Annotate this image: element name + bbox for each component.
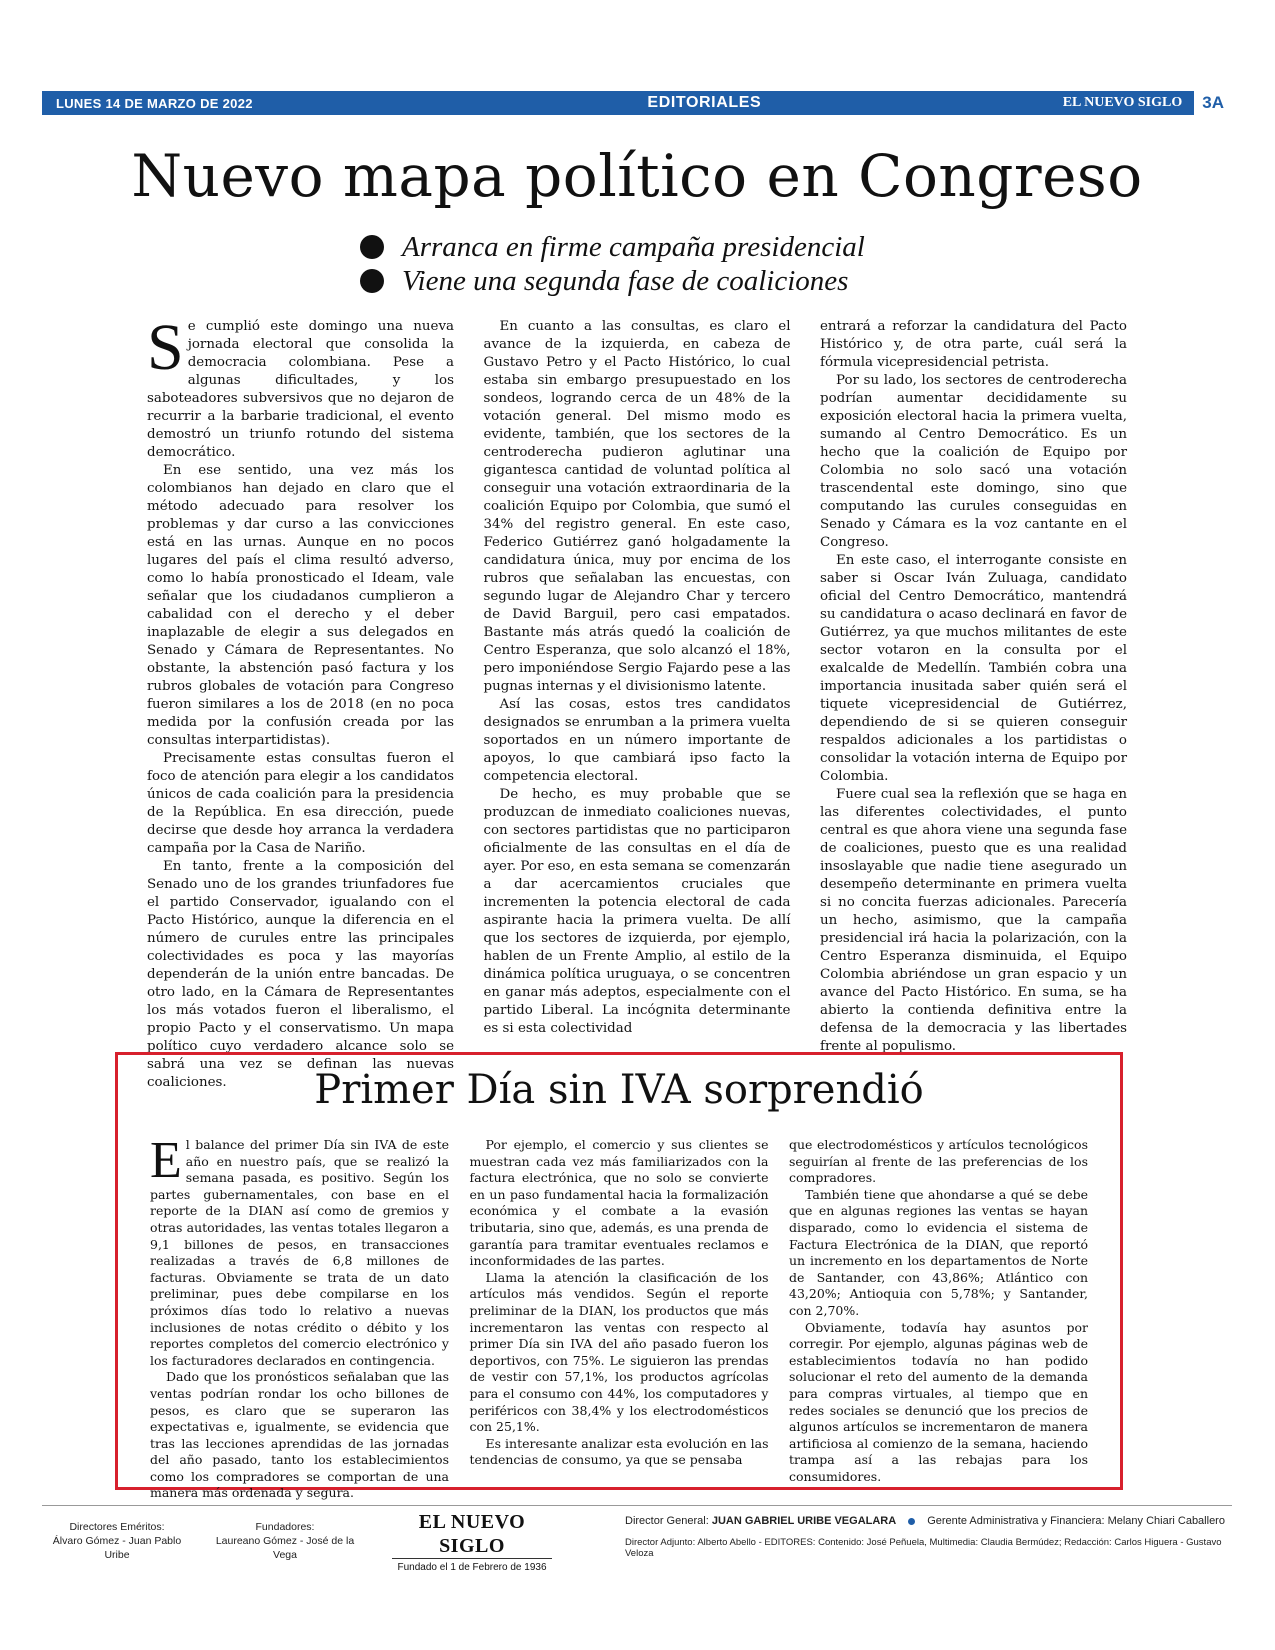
page-header-bar [42, 91, 1232, 115]
page-number: 3A [1194, 91, 1232, 115]
directores-names: Álvaro Gómez - Juan Pablo Uribe [52, 1535, 182, 1561]
editorial-1-subheads [360, 230, 1000, 298]
editorial-2-box [115, 1052, 1123, 1501]
editorial-2-column-1 [150, 1132, 449, 1501]
separator-dot-icon [908, 1518, 915, 1525]
directores-emeritos [42, 1520, 192, 1562]
paragraph: Así las cosas, estos tres candidatos designados se enrumban a la primera vuelta soportados en un número importante de apoyos, lo que cambiará ipso facto la competencia electoral. [483, 697, 791, 784]
fundadores-label: Fundadores: [255, 1521, 315, 1533]
paragraph: Fuere cual sea la reflexión que se haga en las diferentes colectividades, el punto central es que ahora viene una segunda fase de coaliciones, puesto que es una realidad insoslayable que nadie tiene asegurado un desempeño determinante en primera vuelta si no concita fuerzas adicionales. Parecería un hecho, asimismo, que la campaña presidencial irá hacia la polarización, con la Centro Esperanza disminuida, el Equipo Colombia abriéndose un gran espacio y un avance del Pacto Histórico. En suma, se ha abierto la contienda definitiva entre la defensa de la democracia y las libertades frente al populismo. [820, 787, 1127, 1054]
paragraph: De hecho, es muy probable que se produzcan de inmediato coaliciones nuevas, con sectores partidistas que no participaron oficialmente de las consultas en el día de ayer. Por eso, en esta semana se comenzarán a dar acercamientos cruciales que incrementen la potencia electoral de cada aspirante hacia la primera vuelta. De allí que los sectores de izquierda, por ejemplo, hablen de un Frente Amplio, al estilo de la dinámica política uruguaya, o se concentren en ganar más adeptos, especialmente con el partido Liberal. La incógnita determinante es si esta colectividad [483, 787, 791, 1036]
paragraph: En cuanto a las consultas, es claro el avance de la izquierda, en cabeza de Gustavo Petro y el Pacto Histórico, lo cual estaba sin embargo presupuestado en los sondeos, logrando cerca de un 48% de la votación general. Del mismo modo es evidente, también, que los sectores de la centroderecha pudieron aglutinar una gigantesca cantidad de voluntad política al conseguir una votación extraordinaria de la coalición Equipo por Colombia, que sumó el 34% del registro general. En este caso, Federico Gutiérrez ganó holgadamente la candidatura única, muy por encima de los rubros que señalaban las encuestas, con segundo lugar de Alejandro Char y tercero de David Barguil, pero casi empatados. Bastante más atrás quedó la coalición de Centro Esperanza, que solo alcanzó el 18%, pero imponiéndose Sergio Fajardo pese a las pugnas internas y el divisionismo latente. [483, 319, 791, 694]
paragraph: Llama la atención la clasificación de los artículos más vendidos. Según el reporte preliminar de la DIAN, los productos que más incrementaron las ventas con respecto al primer Día sin IVA del año pasado fueron los deportivos, con 75%. Le siguieron las prendas de vestir con 57,1%, los productos agrícolas para el consumo con 44%, los computadores y periféricos con 38,4% y los electrodomésticos con 25,1%. [469, 1269, 769, 1435]
paragraph: Es interesante analizar esta evolución en las tendencias de consumo, ya que se pensaba [469, 1435, 769, 1468]
editorial-2-title: Primer Día sin IVA sorprendió [314, 1067, 924, 1113]
footer-logo [392, 1510, 552, 1573]
paragraph: Dado que los pronósticos señalaban que las ventas podrían rondar los ocho billones de pesos, es claro que se superaron las expectativas e, igualmente, se evidencia que tras las lecciones aprendidas de las jornadas del año pasado, tanto los establecimientos como los compradores se comportan de una manera más ordenada y segura. [150, 1369, 449, 1501]
footer-divider [42, 1505, 1232, 1506]
paragraph: que electrodomésticos y artículos tecnológicos seguirían al frente de las preferencias de los compradores. [789, 1137, 1088, 1186]
paragraph: El balance del primer Día sin IVA de este año en nuestro país, que se realizó la semana pasada, es positivo. Según los partes gubernamentales, con base en el reporte de la DIAN así como de gremios y otras autoridades, las ventas totales llegaron a 9,1 billones de pesos, en transacciones realizadas a través de 6,8 millones de facturas. Obviamente se trata de un dato preliminar, pues debe compilarse en los próximos días todo lo relativo a nuevas inclusiones de notas crédito o débito y los reportes completos del comercio electrónico y los facturadores declarados en contingencia. [150, 1132, 449, 1368]
drop-cap: S [147, 311, 184, 384]
paragraph: Por ejemplo, el comercio y sus clientes se muestran cada vez más familiarizados con la factura electrónica, que no solo se convierte en un paso fundamental hacia la formalización económica y el combate a la evasión tributaria, sino que, además, es una prenda de garantía para tramitar eventuales reclamos e inconformidades de las partes. [469, 1137, 769, 1269]
paragraph: Precisamente estas consultas fueron el foco de atención para elegir a los candidatos únicos de cada coalición para la presidencia de la República. En esa dirección, puede decirse que desde hoy arranca la verdadera campaña por la Casa de Nariño. [147, 751, 454, 856]
subhead-text: Arranca en firme campaña presidencial [402, 230, 865, 263]
fundadores [205, 1520, 365, 1562]
directores-label: Directores Eméritos: [69, 1521, 165, 1533]
editorial-1-column-1 [147, 311, 454, 1090]
paragraph: En este caso, el interrogante consiste en saber si Oscar Iván Zuluaga, candidato oficial del Centro Democrático, mantendrá su candidatura o acaso declinará en favor de Gutiérrez, ya que muchos militantes de este sector votaron en la consulta por el exalcalde de Medellín. También cobra una importancia inusitada saber quién será el tiquete vicepresidencial de Gutiérrez, dependiendo de si se quieren conseguir respaldos adicionales a los partidistas o consolidar la votación interna de Equipo por Colombia. [820, 553, 1127, 784]
paragraph: entrará a reforzar la candidatura del Pacto Histórico y, de otra parte, cuál será la fórmula vicepresidencial petrista. [820, 319, 1127, 370]
founded-date: Fundado el 1 de Febrero de 1936 [397, 1562, 547, 1573]
gerente-name: Melany Chiari Caballero [1107, 1515, 1225, 1527]
bullet-icon [360, 269, 384, 293]
gerente-label: Gerente Administrativa y Financiera: [927, 1515, 1105, 1527]
editorial-2-column-2 [470, 1137, 769, 1477]
bullet-icon [360, 235, 384, 259]
paragraph: En ese sentido, una vez más los colombianos han dejado en claro que el método adecuado para resolver los problemas y dar curso a las convicciones está en las urnas. Aunque en no pocos lugares del país el clima resultó adverso, como lo había pronosticado el Ideam, vale señalar que los ciudadanos cumplieron a cabalidad con el derecho y el deber inaplazable de elegir a sus delegados en Senado y Cámara de Representantes. No obstante, la abstención pasó factura y los rubros globales de votación para Congreso fueron similares a los de 2018 (en no poca medida por la confusión creada por las consultas interpartidistas). [147, 463, 454, 748]
fundadores-names: Laureano Gómez - José de la Vega [215, 1535, 355, 1561]
section-name: EDITORIALES [647, 94, 762, 111]
drop-cap: E [150, 1132, 182, 1189]
paragraph: Obviamente, todavía hay asuntos por corregir. Por ejemplo, algunas páginas web de establecimientos todavía no han podido solucionar el reto del aumento de la demanda para compras virtuales, al tiempo que en redes sociales se denunció que los precios de algunos artículos se incrementaron de manera artificiosa al comienzo de la semana, haciendo trampa así a las rebajas para los consumidores. [789, 1319, 1088, 1484]
director-general-name: JUAN GABRIEL URIBE VEGALARA [711, 1515, 897, 1527]
subhead-text: Viene una segunda fase de coaliciones [402, 264, 849, 297]
editorial-1-column-2 [484, 318, 791, 1040]
issue-date: LUNES 14 DE MARZO DE 2022 [56, 95, 253, 111]
paragraph: Se cumplió este domingo una nueva jornada electoral que consolida la democracia colombiana. Pese a algunas dificultades, y los saboteadores subversivos que no dejaron de recurrir a la barbarie tradicional, el evento demostró un triunfo rotundo del sistema democrático. [147, 311, 454, 460]
editorial-1-column-3 [820, 318, 1127, 1054]
paragraph: En tanto, frente a la composición del Senado uno de los grandes triunfadores fue el partido Conservador, igualando con el Pacto Histórico, aunque la diferencia en el número de curules entre las principales colectividades es poca y las mayorías dependerán de la unión entre bancadas. De otro lado, en la Cámara de Representantes los más votados fueron el liberalismo, el propio Pacto y el conservatismo. Un mapa político cuyo verdadero alcance solo se sabrá una vez se definan las nuevas coaliciones. [147, 859, 454, 1090]
editors-line: Director Adjunto: Alberto Abello - EDITORES: Contenido: José Peñuela, Multimedia: Claudia Bermúdez; Redacción: Carlos Higuera - Gustavo Veloza [625, 1537, 1222, 1559]
subhead-item [360, 264, 1000, 298]
editorial-1-title: Nuevo mapa político en Congreso [131, 142, 1143, 210]
director-general-label: Director General: [625, 1515, 709, 1527]
newspaper-brand: EL NUEVO SIGLO [1062, 95, 1183, 110]
footer-brand-name: EL NUEVO SIGLO [392, 1510, 552, 1559]
paragraph: Por su lado, los sectores de centroderecha podrían aumentar decididamente su exposición electoral hacia la primera vuelta, sumando al Centro Democrático. Es un hecho que la coalición de Equipo por Colombia no solo sacó una votación trascendental este domingo, sino que computando las curules conseguidas en Senado y Cámara es la voz cantante en el Congreso. [820, 373, 1127, 550]
editorial-2-body [150, 1132, 1088, 1501]
editorial-2-column-3 [789, 1137, 1088, 1484]
subhead-item [360, 230, 1000, 264]
paragraph: También tiene que ahondarse a qué se debe que en algunas regiones las ventas se hayan disparado, como lo evidencia el sistema de Factura Electrónica de la DIAN, que reportó un incremento en los departamentos de Norte de Santander, con 43,86%; Atlántico con 43,20%; Antioquia con 5,78%; y Santander, con 2,70%. [789, 1186, 1088, 1318]
staff-credits [625, 1515, 1225, 1559]
